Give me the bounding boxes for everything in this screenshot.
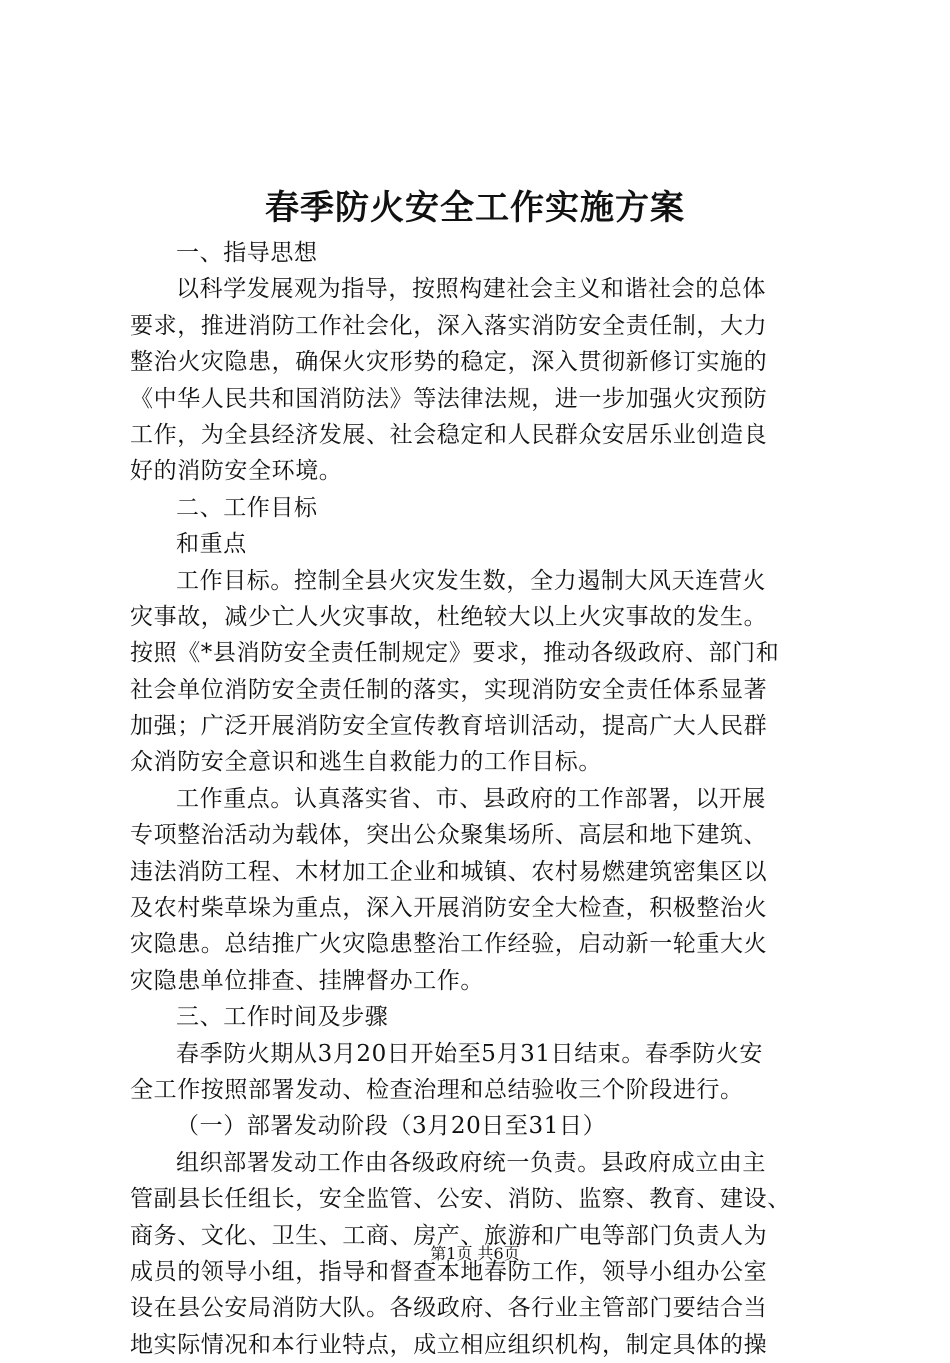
text-line: 商务、文化、卫生、工商、房产、旅游和广电等部门负责人为 (130, 1222, 768, 1249)
text-line: 《中华人民共和国消防法》等法律法规，进一步加强火灾预防 (130, 385, 768, 412)
text-line: 社会单位消防安全责任制的落实，实现消防安全责任体系显著 (130, 676, 768, 703)
text-line: 设在县公安局消防大队。各级政府、各行业主管部门要结合当 (130, 1295, 768, 1322)
text-line: 众消防安全意识和逃生自救能力的工作目标。 (130, 749, 602, 776)
text-line: 加强；广泛开展消防安全宣传教育培训活动，提高广大人民群 (130, 713, 768, 740)
text-line: 专项整治活动为载体，突出公众聚集场所、高层和地下建筑、 (130, 822, 768, 849)
text-line: 灾事故，减少亡人火灾事故，杜绝较大以上火灾事故的发生。 (130, 603, 768, 630)
text-line: 全工作按照部署发动、检查治理和总结验收三个阶段进行。 (130, 1076, 744, 1103)
text-line: 二、工作目标 (176, 494, 318, 521)
text-line: 按照《*县消防安全责任制规定》要求，推动各级政府、部门和 (130, 640, 780, 667)
text-line: 管副县长任组长，安全监管、公安、消防、监察、教育、建设、 (130, 1186, 791, 1213)
text-line: 一、指导思想 (176, 240, 318, 266)
text-line: 违法消防工程、木材加工企业和城镇、农村易燃建筑密集区以 (130, 858, 768, 885)
text-line: 和重点 (176, 531, 247, 558)
text-line: （一）部署发动阶段（3月20日至31日） (176, 1113, 607, 1140)
text-line: 工作重点。认真落实省、市、县政府的工作部署，以开展 (176, 785, 766, 812)
text-line: 要求，推进消防工作社会化，深入落实消防安全责任制，大力 (130, 312, 768, 339)
text-line: 地实际情况和本行业特点，成立相应组织机构，制定具体的操 (130, 1331, 768, 1358)
text-line: 工作，为全县经济发展、社会稳定和人民群众安居乐业创造良 (130, 421, 768, 448)
document-title: 春季防火安全工作实施方案 (265, 188, 685, 228)
text-line: 三、工作时间及步骤 (176, 1004, 389, 1031)
text-line: 以科学发展观为指导，按照构建社会主义和谐社会的总体 (176, 276, 766, 303)
text-line: 组织部署发动工作由各级政府统一负责。县政府成立由主 (176, 1149, 766, 1176)
document-body (130, 235, 850, 1363)
text-line: 春季防火期从3月20日开始至5月31日结束。春季防火安 (176, 1040, 763, 1067)
text-line: 及农村柴草垛为重点，深入开展消防安全大检查，积极整治火 (130, 895, 768, 922)
text-line: 好的消防安全环境。 (130, 458, 343, 485)
text-line: 灾隐患单位排查、挂牌督办工作。 (130, 967, 484, 994)
text-line: 工作目标。控制全县火灾发生数，全力遏制大风天连营火 (176, 567, 766, 594)
page-footer: 第1页 共6页 (430, 1244, 520, 1263)
text-line: 灾隐患。总结推广火灾隐患整治工作经验，启动新一轮重大火 (130, 931, 768, 958)
text-line: 成员的领导小组，指导和督查本地春防工作，领导小组办公室 (130, 1258, 768, 1285)
text-line: 整治火灾隐患，确保火灾形势的稳定，深入贯彻新修订实施的 (130, 349, 768, 376)
